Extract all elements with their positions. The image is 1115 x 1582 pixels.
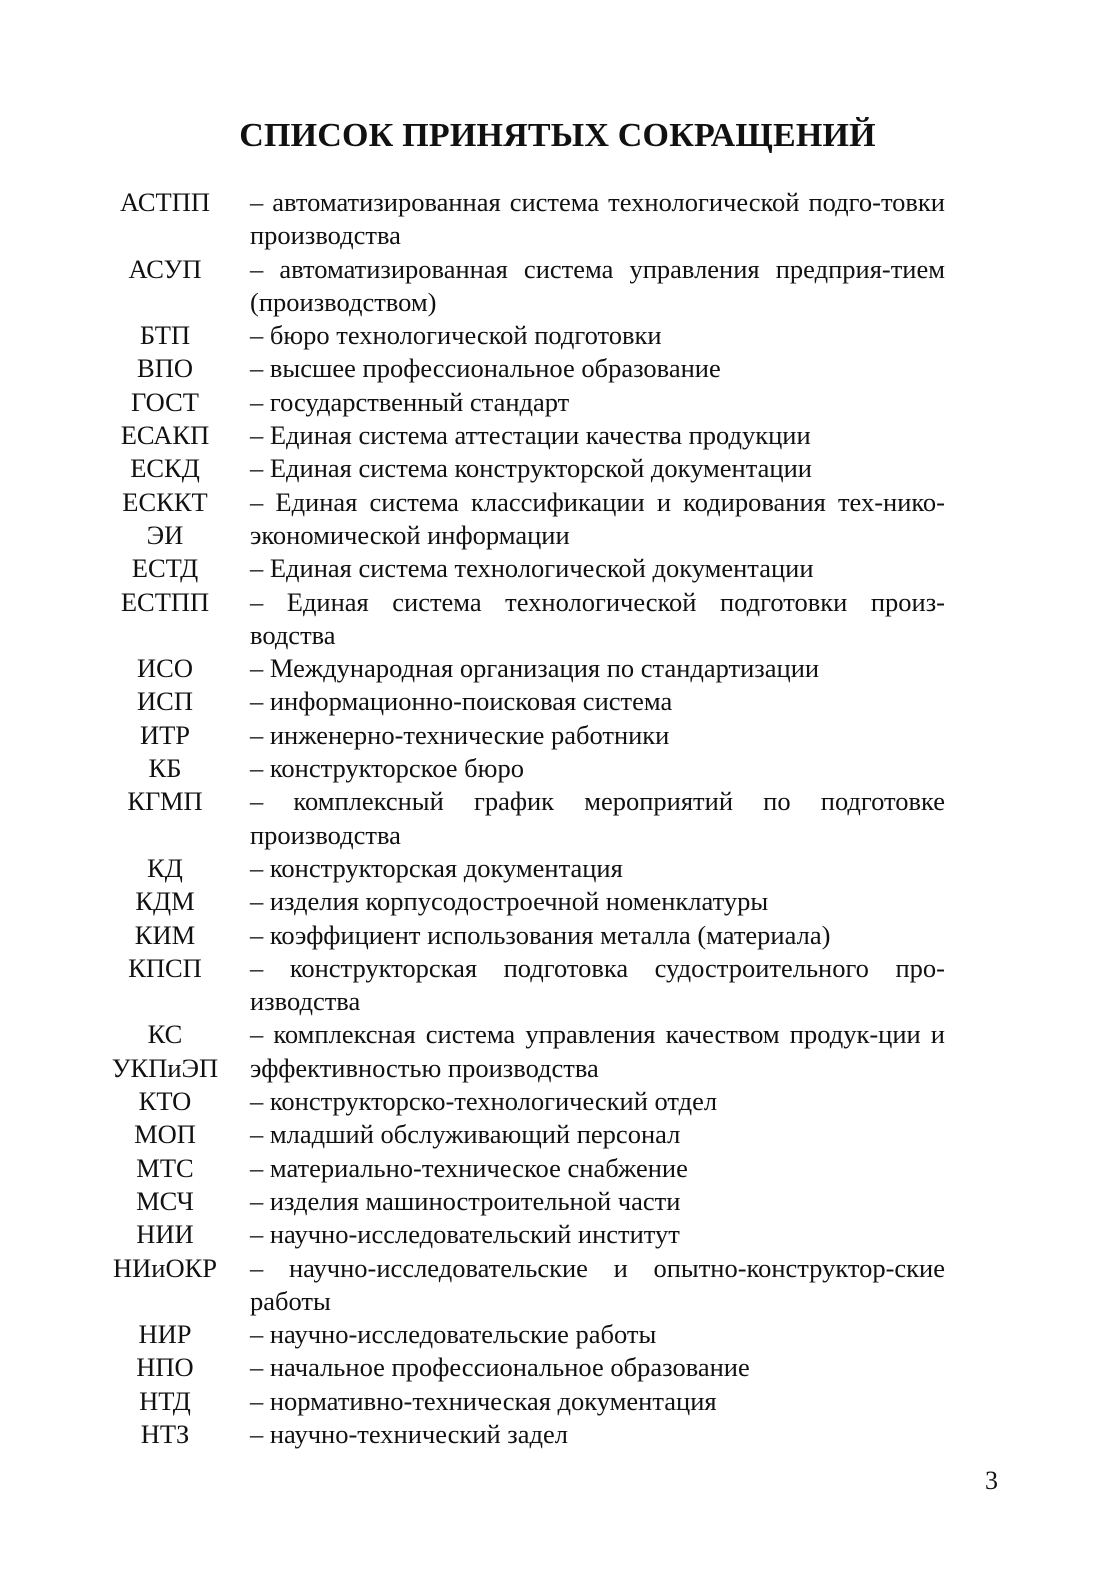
abbreviation-term bbox=[100, 1351, 230, 1384]
abbreviation-definition: – инженерно-технические работники bbox=[250, 719, 670, 750]
abbreviation-entry bbox=[100, 186, 945, 253]
abbreviation-definition: – комплексная система управления качеством продук-ции и эффективностью производства bbox=[250, 1019, 945, 1083]
abbreviation-definition: – начальное профессиональное образование bbox=[250, 1352, 750, 1383]
abbreviation-term-line: ГОСТ bbox=[131, 386, 199, 417]
abbreviation-list bbox=[100, 186, 945, 1451]
abbreviation-definition: – нормативно-техническая документация bbox=[250, 1385, 717, 1416]
abbreviation-definition: – научно-исследовательские работы bbox=[250, 1319, 657, 1350]
abbreviation-term bbox=[100, 1118, 230, 1151]
abbreviation-term-line: ИСО bbox=[137, 653, 193, 684]
abbreviation-term bbox=[100, 852, 230, 885]
abbreviation-term-line: КПСП bbox=[128, 952, 202, 983]
abbreviation-entry bbox=[100, 1252, 945, 1319]
abbreviation-term bbox=[100, 952, 230, 985]
abbreviation-term-line: КС bbox=[147, 1019, 183, 1050]
abbreviation-term bbox=[100, 486, 230, 553]
abbreviation-term-line: ЕСКД bbox=[130, 453, 200, 484]
abbreviation-entry bbox=[100, 652, 945, 685]
abbreviation-definition: – конструкторское бюро bbox=[250, 753, 524, 784]
abbreviation-term-line: МСЧ bbox=[136, 1185, 194, 1216]
abbreviation-term-line: ЕСТПП bbox=[120, 586, 210, 617]
abbreviation-definition: – бюро технологической подготовки bbox=[250, 320, 662, 351]
abbreviation-term bbox=[100, 1252, 230, 1285]
abbreviation-term-line: ИСП bbox=[137, 686, 193, 717]
abbreviation-term-line: КДМ bbox=[135, 886, 195, 917]
abbreviation-definition: – комплексный график мероприятий по подготовке производства bbox=[250, 786, 945, 850]
abbreviation-entry bbox=[100, 685, 945, 718]
abbreviation-term-line: АСТПП bbox=[120, 187, 210, 217]
abbreviation-entry bbox=[100, 419, 945, 452]
abbreviation-term bbox=[100, 652, 230, 685]
abbreviation-entry bbox=[100, 1418, 945, 1451]
abbreviation-term bbox=[100, 1318, 230, 1351]
abbreviation-entry bbox=[100, 1085, 945, 1118]
abbreviation-definition: – изделия корпусодостроечной номенклатуры bbox=[250, 886, 769, 917]
abbreviation-definition: – Единая система конструкторской документации bbox=[250, 453, 812, 484]
abbreviation-term-line: КТО bbox=[138, 1086, 192, 1117]
abbreviation-term bbox=[100, 1185, 230, 1218]
abbreviation-term bbox=[100, 1385, 230, 1418]
abbreviation-entry bbox=[100, 1218, 945, 1251]
abbreviation-term bbox=[100, 685, 230, 718]
abbreviation-definition: – изделия машиностроительной части bbox=[250, 1185, 681, 1216]
abbreviation-term-line: КД bbox=[147, 852, 183, 883]
abbreviation-entry bbox=[100, 1318, 945, 1351]
abbreviation-term-line: ЕСТД bbox=[131, 553, 199, 584]
abbreviation-entry bbox=[100, 319, 945, 352]
abbreviation-definition: – конструкторская подготовка судостроительного про-изводства bbox=[250, 952, 945, 1017]
abbreviation-term bbox=[100, 452, 230, 485]
abbreviation-term-line: АСУП bbox=[128, 253, 202, 284]
abbreviation-definition: – автоматизированная система управления предприя-тием (производством) bbox=[250, 253, 945, 317]
abbreviation-entry bbox=[100, 1185, 945, 1218]
abbreviation-term-line: НИИ bbox=[136, 1219, 194, 1250]
abbreviation-definition: – Единая система технологической документации bbox=[250, 553, 814, 584]
abbreviation-term bbox=[100, 1085, 230, 1118]
abbreviation-definition: – младший обслуживающий персонал bbox=[250, 1119, 681, 1150]
abbreviation-term bbox=[100, 1018, 230, 1085]
abbreviation-entry bbox=[100, 719, 945, 752]
abbreviation-definition: – Международная организация по стандартизации bbox=[250, 653, 820, 684]
abbreviation-entry bbox=[100, 352, 945, 385]
abbreviation-definition: – информационно-поисковая система bbox=[250, 686, 673, 717]
abbreviation-term-line: ИТР bbox=[139, 719, 191, 750]
abbreviation-definition: – автоматизированная система технологической подго-товки производства bbox=[250, 187, 945, 251]
abbreviation-definition: – высшее профессиональное образование bbox=[250, 353, 721, 384]
abbreviation-term bbox=[100, 1418, 230, 1451]
abbreviation-term bbox=[100, 719, 230, 752]
abbreviation-entry bbox=[100, 486, 945, 553]
abbreviation-term bbox=[100, 319, 230, 352]
abbreviation-term-line: ВПО bbox=[137, 353, 193, 384]
abbreviation-entry bbox=[100, 919, 945, 952]
abbreviation-entry bbox=[100, 586, 945, 653]
abbreviation-entry bbox=[100, 752, 945, 785]
abbreviation-term-line: ЭИ bbox=[146, 519, 184, 550]
abbreviation-definition: – конструкторско-технологический отдел bbox=[250, 1086, 718, 1117]
abbreviation-definition: – Единая система технологической подготовки произ-водства bbox=[250, 586, 945, 650]
abbreviation-term-line: МТС bbox=[136, 1152, 194, 1183]
abbreviation-term-line: НПО bbox=[136, 1352, 194, 1383]
abbreviation-entry bbox=[100, 1118, 945, 1151]
abbreviation-entry bbox=[100, 1385, 945, 1418]
page-number: 3 bbox=[985, 1466, 998, 1495]
abbreviation-term bbox=[100, 586, 230, 619]
abbreviation-definition: – конструкторская документация bbox=[250, 852, 623, 883]
abbreviation-term-line: КБ bbox=[148, 753, 182, 784]
abbreviation-entry bbox=[100, 885, 945, 918]
abbreviation-entry bbox=[100, 1351, 945, 1384]
abbreviation-entry bbox=[100, 852, 945, 885]
abbreviation-term bbox=[100, 253, 230, 286]
abbreviation-definition: – материально-техническое снабжение bbox=[250, 1152, 688, 1183]
abbreviation-definition: – научно-исследовательский институт bbox=[250, 1219, 680, 1250]
abbreviation-term bbox=[100, 752, 230, 785]
abbreviation-entry bbox=[100, 253, 945, 320]
abbreviation-term-line: КГМП bbox=[127, 786, 203, 817]
abbreviation-term-line: КИМ bbox=[134, 919, 196, 950]
abbreviation-entry bbox=[100, 785, 945, 852]
abbreviation-term bbox=[100, 552, 230, 585]
abbreviation-entry bbox=[100, 1152, 945, 1185]
abbreviation-definition: – государственный стандарт bbox=[250, 386, 570, 417]
abbreviation-definition: – научно-технический задел bbox=[250, 1418, 568, 1449]
abbreviation-entry bbox=[100, 452, 945, 485]
abbreviation-entry bbox=[100, 1018, 945, 1085]
abbreviation-term bbox=[100, 352, 230, 385]
abbreviation-term bbox=[100, 785, 230, 818]
abbreviation-term bbox=[100, 1218, 230, 1251]
abbreviation-entry bbox=[100, 952, 945, 1019]
page-title: СПИСОК ПРИНЯТЫХ СОКРАЩЕНИЙ bbox=[239, 117, 876, 154]
abbreviation-term bbox=[100, 919, 230, 952]
abbreviation-term-line: ЕСАКП bbox=[120, 420, 210, 451]
abbreviation-term-line: НТД bbox=[139, 1385, 191, 1416]
abbreviation-term-line: МОП bbox=[134, 1119, 196, 1150]
abbreviation-definition: – научно-исследовательские и опытно-конструктор-ские работы bbox=[250, 1252, 945, 1316]
abbreviation-term-line: ЕСККТ bbox=[122, 486, 208, 517]
abbreviation-term bbox=[100, 419, 230, 452]
abbreviation-term-line: НИиОКР bbox=[112, 1252, 217, 1283]
abbreviation-term bbox=[100, 1152, 230, 1185]
abbreviation-term bbox=[100, 186, 230, 219]
abbreviation-definition: – Единая система классификации и кодирования тех-нико-экономической информации bbox=[250, 486, 945, 550]
abbreviation-definition: – Единая система аттестации качества продукции bbox=[250, 420, 811, 451]
abbreviation-term-line: БТП bbox=[139, 320, 191, 351]
abbreviation-term bbox=[100, 386, 230, 419]
abbreviation-term-line: НИР bbox=[138, 1319, 192, 1350]
abbreviation-definition: – коэффициент использования металла (материала) bbox=[250, 919, 831, 950]
abbreviation-term bbox=[100, 885, 230, 918]
abbreviation-entry bbox=[100, 386, 945, 419]
abbreviation-term-line: НТЗ bbox=[140, 1418, 190, 1449]
abbreviation-entry bbox=[100, 552, 945, 585]
abbreviation-term-line: УКПиЭП bbox=[111, 1052, 219, 1083]
